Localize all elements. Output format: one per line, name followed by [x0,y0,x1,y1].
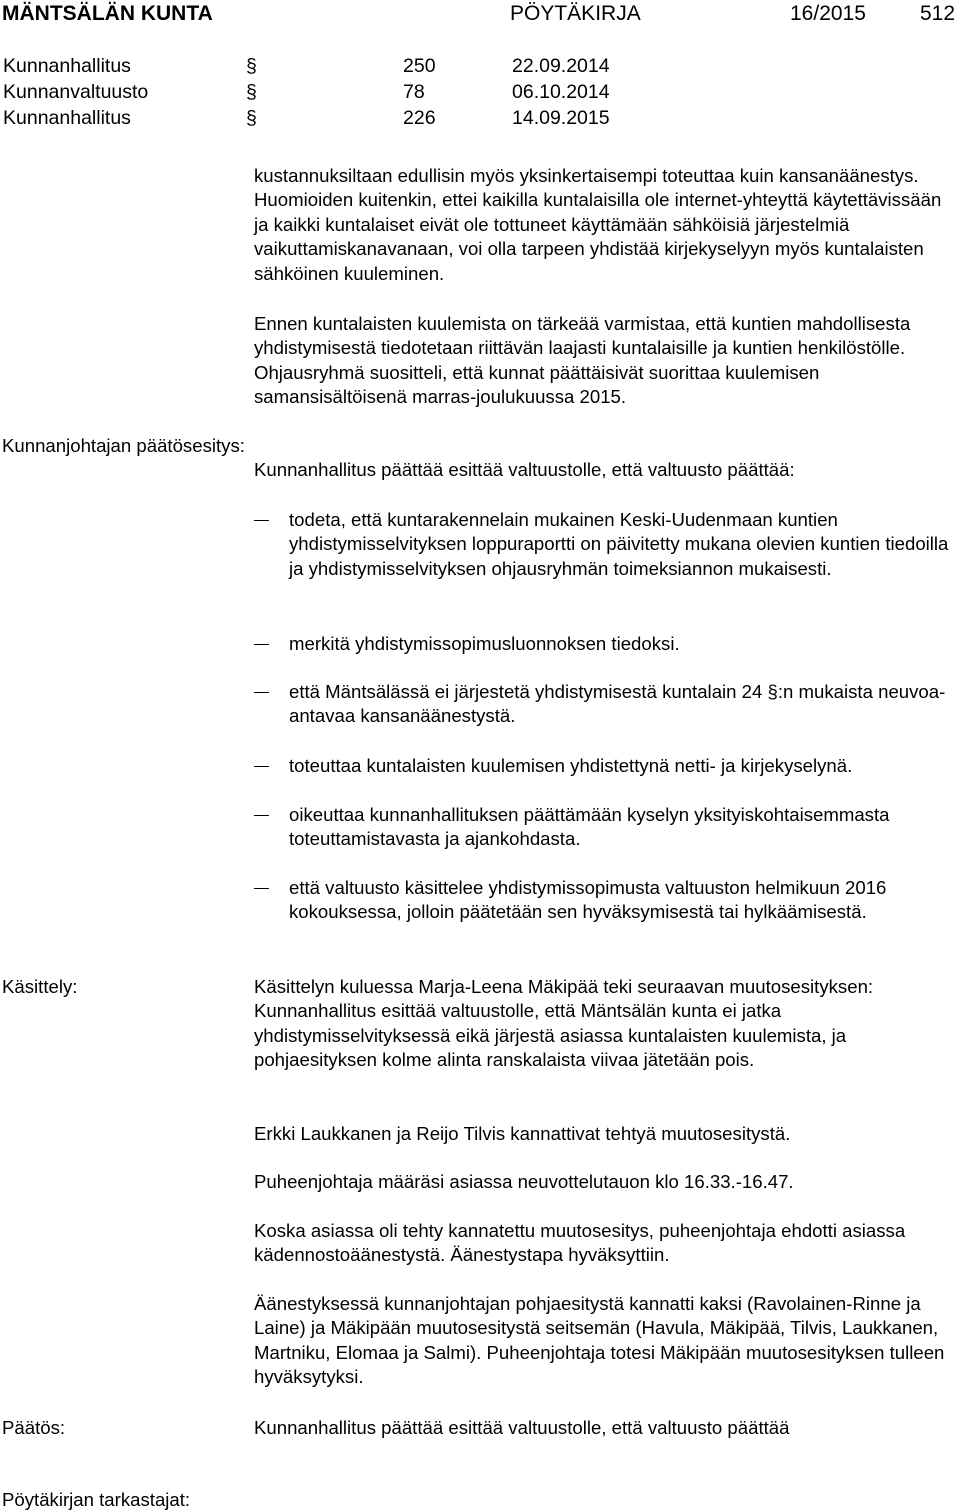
section-mark: § [246,55,257,77]
section-number: 78 [403,81,425,103]
reference-row [3,80,703,106]
reference-date: 22.09.2014 [512,55,610,77]
decision-text: Kunnanhallitus päättää esittää valtuustolle, että valtuusto päättää [254,1417,790,1438]
dash-bullet [254,815,269,816]
list-item-text: toteuttaa kuntalaisten kuulemisen yhdistettynä netti- ja kirjekyselynä. [289,755,853,776]
section-number: 226 [403,107,436,129]
decision-label: Päätös: [2,1417,66,1438]
consultation-paragraph: Ennen kuntalaisten kuulemista on tärkeää varmistaa, että kuntien mahdollisesta yhdistymisestä tiedotetaan riittävän laajasti kuntalaisille ja kuntien henkilöstölle. Ohjausryhmä suositteli, että kunnat päättäisivät suorittaa kuulemisen samansisältöisenä marras-joulukuussa 2015. [254,313,911,408]
dash-bullet [254,888,269,889]
handling-label: Käsittely: [2,976,78,997]
section-mark: § [246,81,257,103]
proposal-lead: Kunnanhallitus päättää esittää valtuustolle, että valtuusto päättää: [254,459,795,480]
reference-body: Kunnanhallitus [3,55,131,77]
handling-paragraph: Käsittelyn kuluessa Marja-Leena Mäkipää teki seuraavan muutosesityksen: Kunnanhallitus esittää valtuustolle, että Mäntsälän kunta ei jatka yhdistymisselvityksessä eikä järjestä asiassa kuntalaisten kuulemista, ja pohjaesityksen kolme alinta ranskalaista viivaa jätetään pois. [254,976,874,1071]
section-number: 250 [403,55,436,77]
reference-row [3,54,703,80]
handling-paragraph: Puheenjohtaja määräsi asiassa neuvottelutauon klo 16.33.-16.47. [254,1171,794,1192]
list-item-text: todeta, että kuntarakennelain mukainen Keski-Uudenmaan kuntien yhdistymisselvityksen loppuraportti on päivitetty mukana olevien kuntien tiedoilla ja yhdistymisselvityksen ohjausryhmän toimeksiannon mukaisesti. [289,509,949,579]
handling-paragraph: Koska asiassa oli tehty kannatettu muutosesitys, puheenjohtaja ehdotti asiassa kädennostoäänestystä. Äänestystapa hyväksyttiin. [254,1220,906,1266]
handling-paragraph: Äänestyksessä kunnanjohtajan pohjaesitystä kannatti kaksi (Ravolainen-Rinne ja Laine) ja Mäkipään muutosesitystä seitsemän (Havula, Mäkipää, Tilvis, Laukkanen, Martniku, Elomaa ja Salmi). Puheenjohtaja totesi Mäkipään muutosesityksen tulleen hyväksytyksi. [254,1293,945,1388]
dash-bullet [254,644,269,645]
document-type: PÖYTÄKIRJA [510,2,641,25]
reference-body: Kunnanvaltuusto [3,81,149,103]
list-item-text: merkitä yhdistymissopimusluonnoksen tiedoksi. [289,633,680,654]
reference-date: 14.09.2015 [512,107,610,129]
intro-paragraph: kustannuksiltaan edullisin myös yksinkertaisempi toteuttaa kuin kansanäänestys. Huomioiden kuitenkin, ettei kaikilla kuntalaisilla ole internet-yhteyttä käytettävissään ja kaikki kuntalaiset eivät ole tottuneet käyttämään sähköisiä järjestelmiä vaikuttamiskanavanaan, voi olla tarpeen yhdistää kirjekyselyyn myös kuntalaisten sähköinen kuuleminen. [254,165,942,284]
dash-bullet [254,766,269,767]
section-mark: § [246,107,257,129]
proposal-label: Kunnanjohtajan päätösesitys: [2,435,245,456]
dash-bullet [254,520,269,521]
list-item-text: että Mäntsälässä ei järjestetä yhdistymisestä kuntalain 24 §:n mukaista neuvoa-antavaa kansanäänestystä. [289,681,946,727]
list-item-text: oikeuttaa kunnanhallituksen päättämään kyselyn yksityiskohtaisemmasta toteuttamistavasta ja ajankohdasta. [289,804,890,850]
handling-paragraph: Erkki Laukkanen ja Reijo Tilvis kannattivat tehtyä muutosesitystä. [254,1123,791,1144]
reference-body: Kunnanhallitus [3,107,131,129]
document-number: 16/2015 [790,2,866,25]
list-item-text: että valtuusto käsittelee yhdistymissopimusta valtuuston helmikuun 2016 kokouksessa, jolloin päätetään sen hyväksymisestä tai hylkäämisestä. [289,877,887,923]
reference-date: 06.10.2014 [512,81,610,103]
reviewers-label: Pöytäkirjan tarkastajat: [2,1489,191,1510]
dash-bullet [254,692,269,693]
reference-row [3,106,703,132]
page-number: 512 [920,2,956,25]
municipality-name: MÄNTSÄLÄN KUNTA [2,2,213,25]
